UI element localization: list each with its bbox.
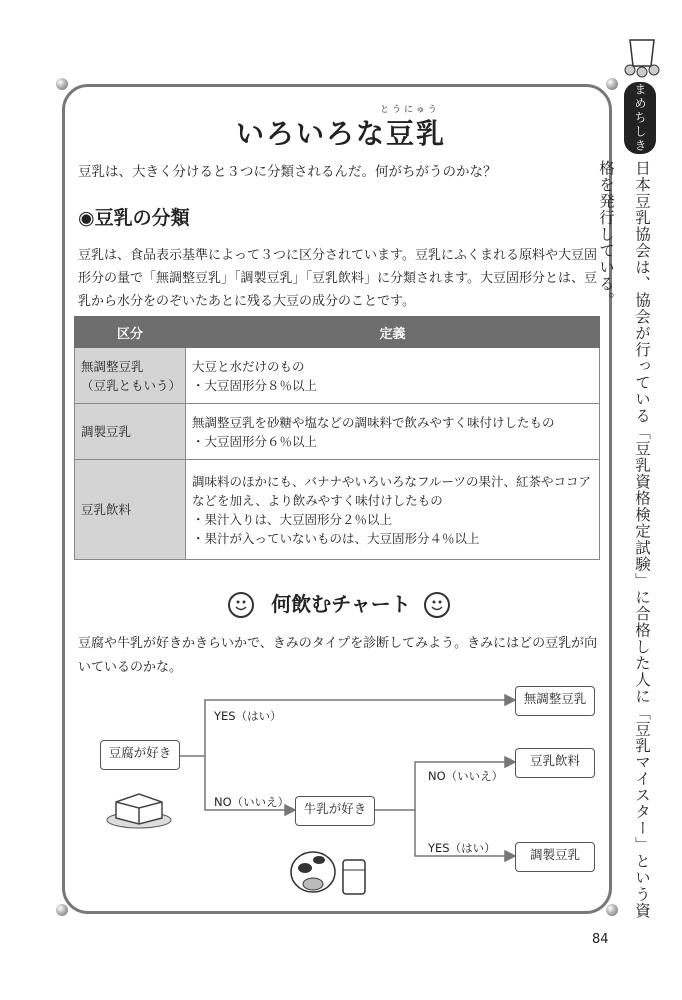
flow-start-box: 豆腐が好き bbox=[100, 740, 180, 770]
page-title: いろいろな豆乳 bbox=[235, 117, 446, 150]
chart-intro: 豆腐や牛乳が好きかきらいかで、きみのタイプを診断してみよう。きみにはどの豆乳が向いているのかな。 bbox=[78, 636, 598, 675]
flow-mid-box: 牛乳が好き bbox=[295, 796, 375, 826]
section-paragraph: 豆乳は、食品表示基準によって３つに区分されています。豆乳にふくまれる原料や大豆固形分の量で「無調整豆乳」「調製豆乳」「豆乳飲料」に分類されます。大豆固形分とは、豆乳から水分をのぞいたあとに残る大豆の成分のことです。 bbox=[78, 248, 597, 309]
definition-line: ・果汁が入っていないものは、大豆固形分４％以上 bbox=[192, 530, 480, 546]
flow-result-box: 豆乳飲料 bbox=[515, 748, 595, 778]
definition-line: 大豆と水だけのもの bbox=[192, 358, 305, 374]
category-name: 調製豆乳 bbox=[81, 424, 132, 439]
sidebar-label-badge: まめちしき bbox=[624, 82, 656, 154]
sidebar-fact-text: 日本豆乳協会は、協会が行っている「豆乳資格検定試験」に合格した人に「豆乳マイスター」という資格を発行している。 bbox=[597, 160, 651, 919]
definition-line: ・果汁入りは、大豆固形分２％以上 bbox=[192, 511, 393, 527]
category-name: 無調整豆乳 bbox=[81, 358, 144, 374]
page-number: 84 bbox=[592, 932, 609, 947]
tofu-illustration-icon bbox=[104, 780, 174, 830]
section-heading: ◉豆乳の分類 bbox=[78, 207, 190, 229]
flow-result-box: 無調整豆乳 bbox=[515, 686, 595, 716]
flow-result-box: 調製豆乳 bbox=[515, 842, 595, 872]
definition-line: 無調整豆乳を砂糖や塩などの調味料で飲みやすく味付けしたもの bbox=[192, 414, 555, 430]
table-header-category: 区分 bbox=[75, 317, 186, 348]
flow-yes-label: YES（はい） bbox=[214, 709, 282, 723]
flow-yes-label: YES（はい） bbox=[428, 841, 496, 855]
flow-no-label: NO（いいえ） bbox=[214, 795, 290, 809]
definition-line: ・大豆固形分８％以上 bbox=[192, 377, 318, 393]
category-alias: （豆乳ともいう） bbox=[81, 377, 182, 393]
intro-text: 豆乳は、大きく分けると３つに分類されるんだ。何がちがうのかな？ bbox=[78, 164, 497, 180]
flow-no-label: NO（いいえ） bbox=[428, 769, 504, 783]
category-name: 豆乳飲料 bbox=[81, 502, 132, 517]
title-ruby: とうにゅう bbox=[380, 105, 440, 115]
definition-line: ・大豆固形分６％以上 bbox=[192, 433, 318, 449]
table-header-definition: 定義 bbox=[186, 317, 600, 348]
cow-and-milk-illustration-icon bbox=[285, 838, 385, 900]
definition-line: 調味料のほかにも、バナナやいろいろなフルーツの果汁、紅茶やココアなどを加え、より飲みやすく味付けしたもの bbox=[192, 473, 592, 508]
chart-heading: 何飲むチャート bbox=[271, 592, 411, 616]
soymilk-glass-icon bbox=[620, 34, 664, 78]
